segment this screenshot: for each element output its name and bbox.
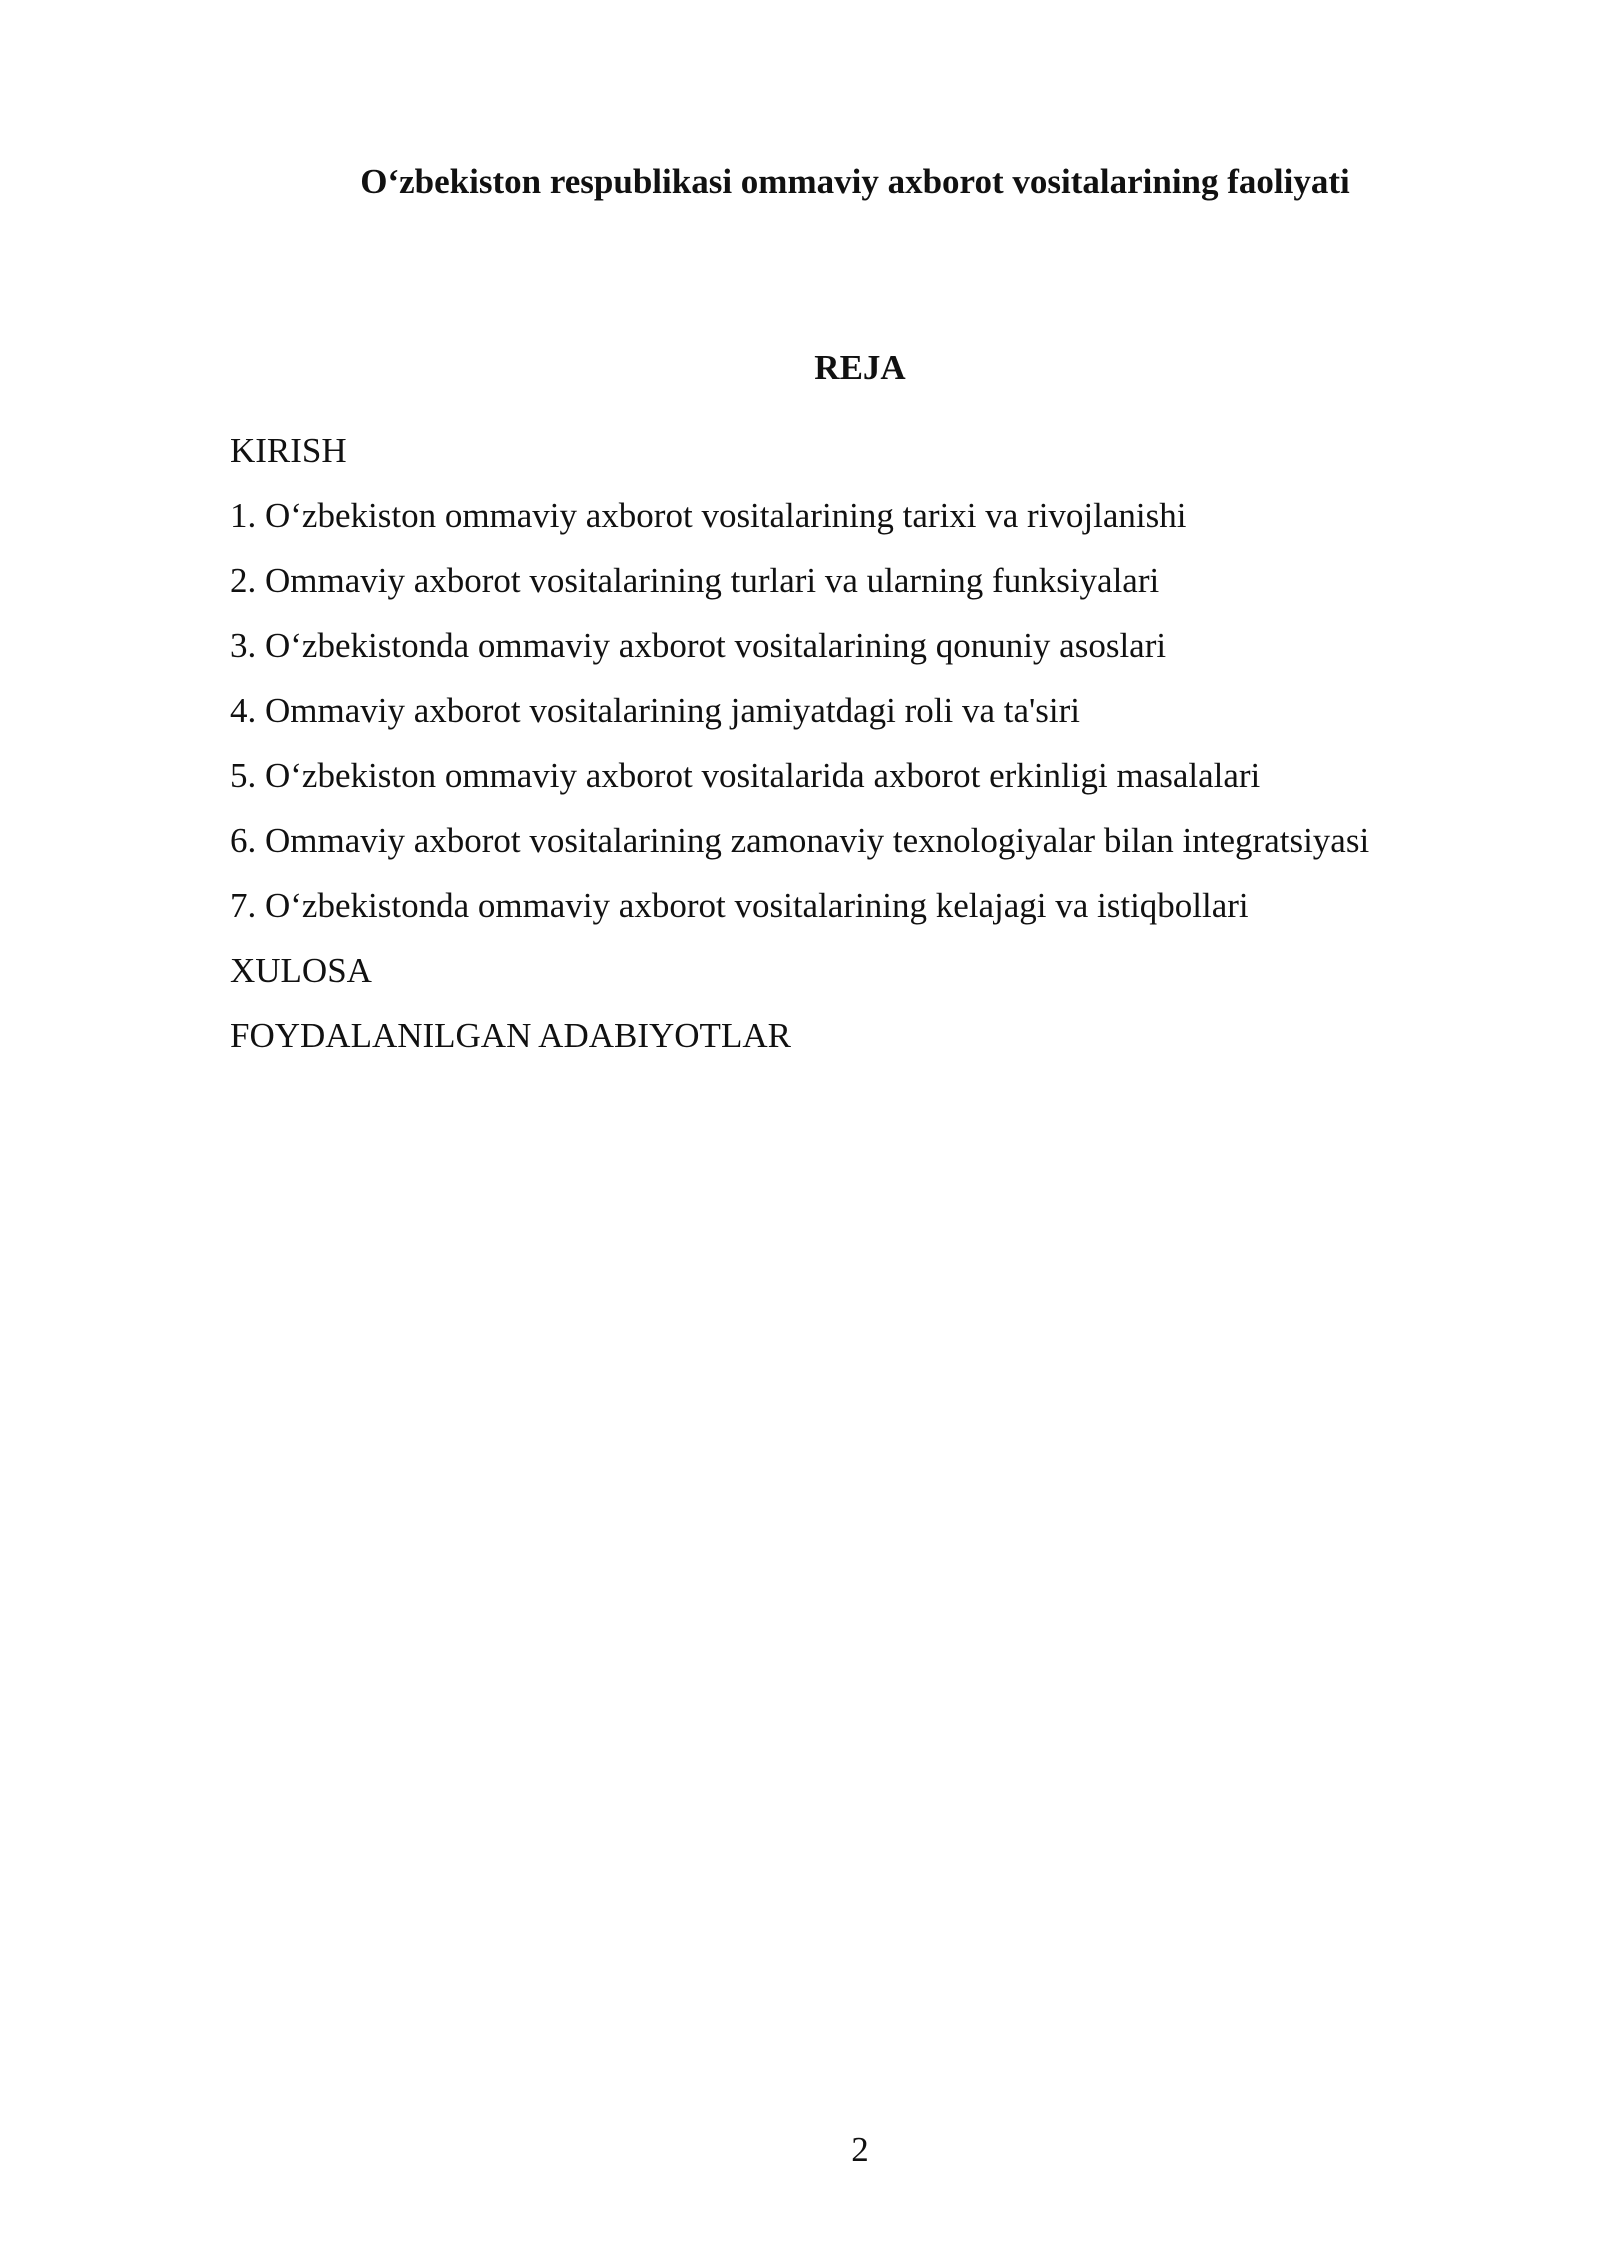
table-of-contents — [230, 418, 1369, 1068]
toc-item-introduction: KIRISH — [230, 431, 347, 470]
plan-heading: REJA — [814, 348, 906, 387]
toc-item-3: 3. O‘zbekistonda ommaviy axborot vositalarining qonuniy asoslari — [230, 626, 1167, 665]
toc-item-4: 4. Ommaviy axborot vositalarining jamiyatdagi roli va ta'siri — [230, 691, 1081, 730]
toc-item-6: 6. Ommaviy axborot vositalarining zamonaviy texnologiyalar bilan integratsiyasi — [230, 821, 1370, 860]
document-title: O‘zbekiston respublikasi ommaviy axborot vositalarining faoliyati — [360, 162, 1350, 201]
page-number: 2 — [851, 2130, 869, 2169]
toc-item-2: 2. Ommaviy axborot vositalarining turlari va ularning funksiyalari — [230, 561, 1160, 600]
toc-item-5: 5. O‘zbekiston ommaviy axborot vositalarida axborot erkinligi masalalari — [230, 756, 1261, 795]
toc-item-conclusion: XULOSA — [230, 951, 372, 990]
toc-item-7: 7. O‘zbekistonda ommaviy axborot vositalarining kelajagi va istiqbollari — [230, 886, 1249, 925]
toc-item-1: 1. O‘zbekiston ommaviy axborot vositalarining tarixi va rivojlanishi — [230, 496, 1187, 535]
toc-item-references: FOYDALANILGAN ADABIYOTLAR — [230, 1016, 791, 1055]
